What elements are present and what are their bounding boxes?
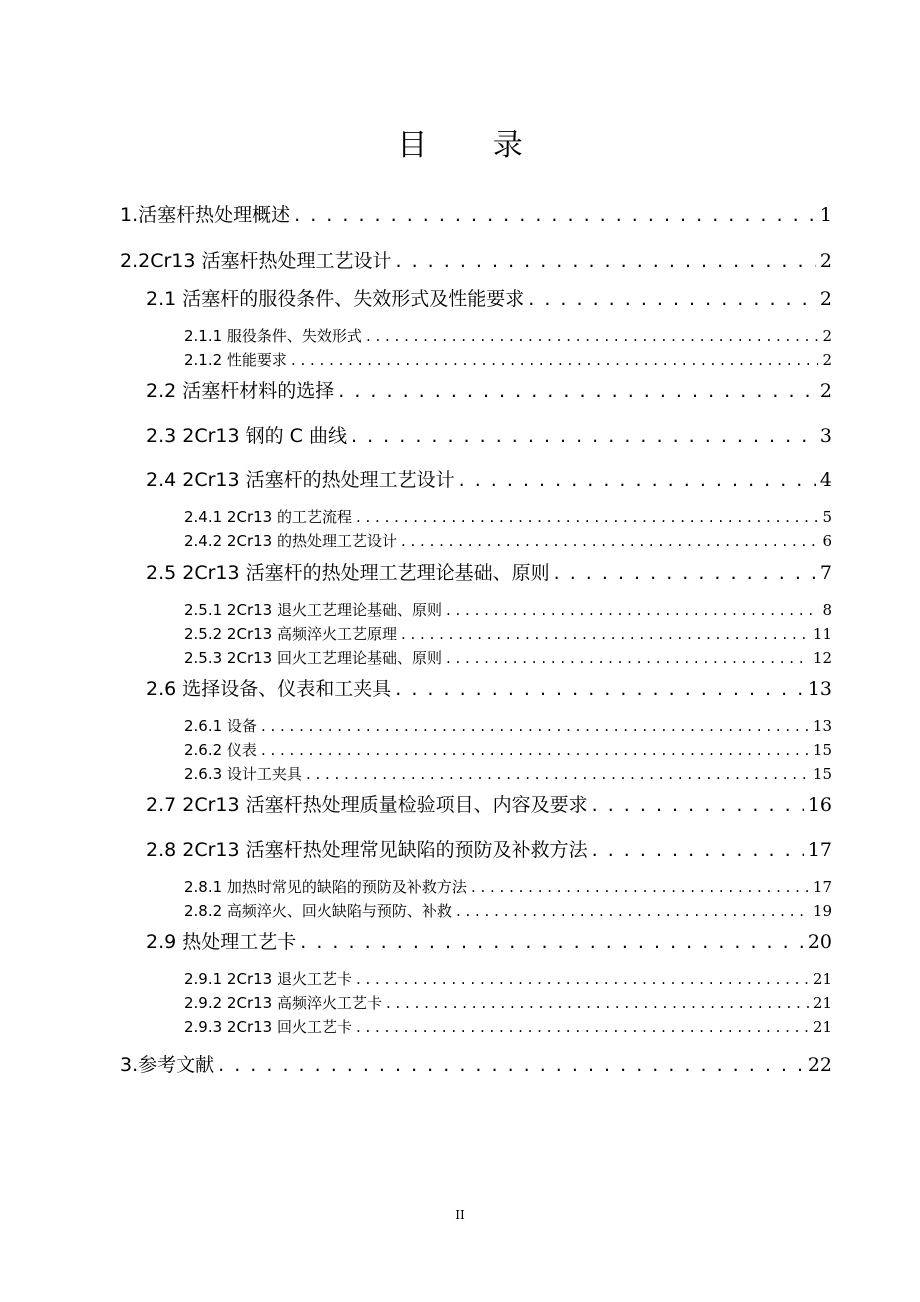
toc-entry-text: 2.6.1 设备 bbox=[184, 717, 257, 735]
toc-entry-page: 20 bbox=[807, 931, 832, 953]
toc-entry-text: 2.3 2Cr13 钢的 C 曲线 bbox=[146, 425, 347, 447]
toc-leader bbox=[528, 286, 816, 312]
toc-entry-page: 15 bbox=[812, 741, 832, 759]
toc-entry-text: 2.8.1 加热时常见的缺陷的预防及补救方法 bbox=[184, 878, 467, 896]
toc-entry-text: 2.1 活塞杆的服役条件、失效形式及性能要求 bbox=[146, 288, 525, 310]
toc-entry-text: 2.5 2Cr13 活塞杆的热处理工艺理论基础、原则 bbox=[146, 562, 550, 584]
toc-entry-page: 21 bbox=[812, 994, 832, 1012]
toc-entry[interactable] bbox=[146, 467, 832, 493]
toc-entry-page: 17 bbox=[807, 839, 832, 861]
toc-leader bbox=[356, 1017, 809, 1037]
toc-entry-page: 2 bbox=[819, 250, 832, 272]
toc-entry[interactable] bbox=[184, 764, 832, 784]
toc-entry-text: 3.参考文献 bbox=[120, 1054, 215, 1076]
toc-entry-page: 4 bbox=[819, 469, 832, 491]
toc-entry-text: 2.1.1 服役条件、失效形式 bbox=[184, 327, 362, 345]
toc-entry-text: 2.6.2 仪表 bbox=[184, 741, 257, 759]
toc-entry-page: 21 bbox=[812, 970, 832, 988]
toc-entry-text: 2.9.1 2Cr13 退火工艺卡 bbox=[184, 970, 352, 988]
toc-entry[interactable] bbox=[146, 378, 832, 404]
toc-entry-text: 2.9.2 2Cr13 高频淬火工艺卡 bbox=[184, 994, 382, 1012]
toc-entry[interactable] bbox=[120, 202, 832, 228]
toc-entry-text: 2.4.2 2Cr13 的热处理工艺设计 bbox=[184, 532, 397, 550]
toc-entry[interactable] bbox=[184, 901, 832, 921]
toc-entry-page: 2 bbox=[819, 288, 832, 310]
toc-leader bbox=[338, 378, 816, 404]
toc-entry[interactable] bbox=[146, 423, 832, 449]
toc-entry-text: 1.活塞杆热处理概述 bbox=[120, 204, 291, 226]
toc-entry[interactable] bbox=[184, 969, 832, 989]
toc-entry-text: 2.5.2 2Cr13 高频淬火工艺原理 bbox=[184, 625, 397, 643]
toc-entry-page: 3 bbox=[819, 425, 832, 447]
toc-entry[interactable] bbox=[184, 648, 832, 668]
toc-entry-page: 13 bbox=[812, 717, 832, 735]
toc-leader bbox=[395, 676, 804, 702]
toc-entry-page: 1 bbox=[819, 204, 832, 226]
toc-entry-text: 2.2Cr13 活塞杆热处理工艺设计 bbox=[120, 250, 392, 272]
toc-entry[interactable] bbox=[146, 929, 832, 955]
toc-leader bbox=[592, 837, 804, 863]
toc-leader bbox=[261, 740, 809, 760]
toc-entry[interactable] bbox=[184, 600, 832, 620]
toc-entry-page: 8 bbox=[822, 601, 832, 619]
toc-entry-page: 22 bbox=[807, 1054, 832, 1076]
toc-leader bbox=[446, 648, 809, 668]
toc-entry[interactable] bbox=[184, 716, 832, 736]
toc-entry-page: 5 bbox=[822, 508, 832, 526]
toc-entry[interactable] bbox=[184, 350, 832, 370]
toc-entry[interactable] bbox=[184, 624, 832, 644]
toc-entry-text: 2.8 2Cr13 活塞杆热处理常见缺陷的预防及补救方法 bbox=[146, 839, 588, 861]
toc-entry[interactable] bbox=[146, 676, 832, 702]
toc-entry-page: 21 bbox=[812, 1018, 832, 1036]
toc-leader bbox=[291, 350, 819, 370]
toc-entry-text: 2.8.2 高频淬火、回火缺陷与预防、补救 bbox=[184, 902, 452, 920]
toc-leader bbox=[356, 507, 818, 527]
toc-entry-text: 2.9 热处理工艺卡 bbox=[146, 931, 297, 953]
toc-leader bbox=[366, 326, 819, 346]
toc-entry-page: 16 bbox=[807, 794, 832, 816]
toc-leader bbox=[218, 1052, 804, 1078]
toc-entry-page: 15 bbox=[812, 765, 832, 783]
toc-leader bbox=[300, 929, 804, 955]
toc-entry-text: 2.9.3 2Cr13 回火工艺卡 bbox=[184, 1018, 352, 1036]
toc-entry[interactable] bbox=[184, 326, 832, 346]
toc-entry[interactable] bbox=[184, 877, 832, 897]
toc-entry-text: 2.4.1 2Cr13 的工艺流程 bbox=[184, 508, 352, 526]
toc-leader bbox=[351, 423, 816, 449]
toc-entry[interactable] bbox=[146, 286, 832, 312]
toc-entry-page: 2 bbox=[819, 380, 832, 402]
toc-entry-text: 2.7 2Cr13 活塞杆热处理质量检验项目、内容及要求 bbox=[146, 794, 588, 816]
toc-entry-text: 2.1.2 性能要求 bbox=[184, 351, 287, 369]
toc-entry[interactable] bbox=[184, 531, 832, 551]
toc-leader bbox=[446, 600, 818, 620]
toc-leader bbox=[592, 792, 804, 818]
toc-leader bbox=[456, 901, 809, 921]
toc-entry-text: 2.6 选择设备、仪表和工夹具 bbox=[146, 678, 392, 700]
toc-entry-text: 2.6.3 设计工夹具 bbox=[184, 765, 302, 783]
toc-leader bbox=[386, 993, 809, 1013]
toc-leader bbox=[261, 716, 809, 736]
page-title: 目 录 bbox=[397, 128, 551, 163]
toc-entry-page: 2 bbox=[822, 351, 832, 369]
toc-entry-text: 2.2 活塞杆材料的选择 bbox=[146, 380, 335, 402]
toc-leader bbox=[471, 877, 809, 897]
toc-entry-page: 2 bbox=[822, 327, 832, 345]
toc-entry[interactable] bbox=[120, 1052, 832, 1078]
toc-entry-text: 2.5.1 2Cr13 退火工艺理论基础、原则 bbox=[184, 601, 442, 619]
toc-entry-text: 2.4 2Cr13 活塞杆的热处理工艺设计 bbox=[146, 469, 455, 491]
toc-entry[interactable] bbox=[184, 740, 832, 760]
toc-entry-page: 6 bbox=[822, 532, 832, 550]
toc-entry[interactable] bbox=[146, 792, 832, 818]
toc-entry-page: 7 bbox=[819, 562, 832, 584]
toc-entry-page: 12 bbox=[812, 649, 832, 667]
page-number: II bbox=[455, 1208, 465, 1222]
toc-leader bbox=[459, 467, 816, 493]
toc-entry[interactable] bbox=[120, 248, 832, 274]
toc-entry[interactable] bbox=[146, 837, 832, 863]
toc-entry-page: 13 bbox=[807, 678, 832, 700]
toc-leader bbox=[294, 202, 816, 228]
toc-leader bbox=[554, 560, 816, 586]
toc-leader bbox=[401, 531, 818, 551]
toc-entry-page: 17 bbox=[812, 878, 832, 896]
toc-leader bbox=[306, 764, 809, 784]
toc-entry[interactable] bbox=[146, 560, 832, 586]
toc-leader bbox=[356, 969, 809, 989]
toc-leader bbox=[401, 624, 809, 644]
toc-entry-text: 2.5.3 2Cr13 回火工艺理论基础、原则 bbox=[184, 649, 442, 667]
toc-entry[interactable] bbox=[184, 507, 832, 527]
toc-entry[interactable] bbox=[184, 993, 832, 1013]
toc-leader bbox=[396, 248, 816, 274]
toc-entry-page: 11 bbox=[812, 625, 832, 643]
toc-entry-page: 19 bbox=[812, 902, 832, 920]
toc-entry[interactable] bbox=[184, 1017, 832, 1037]
